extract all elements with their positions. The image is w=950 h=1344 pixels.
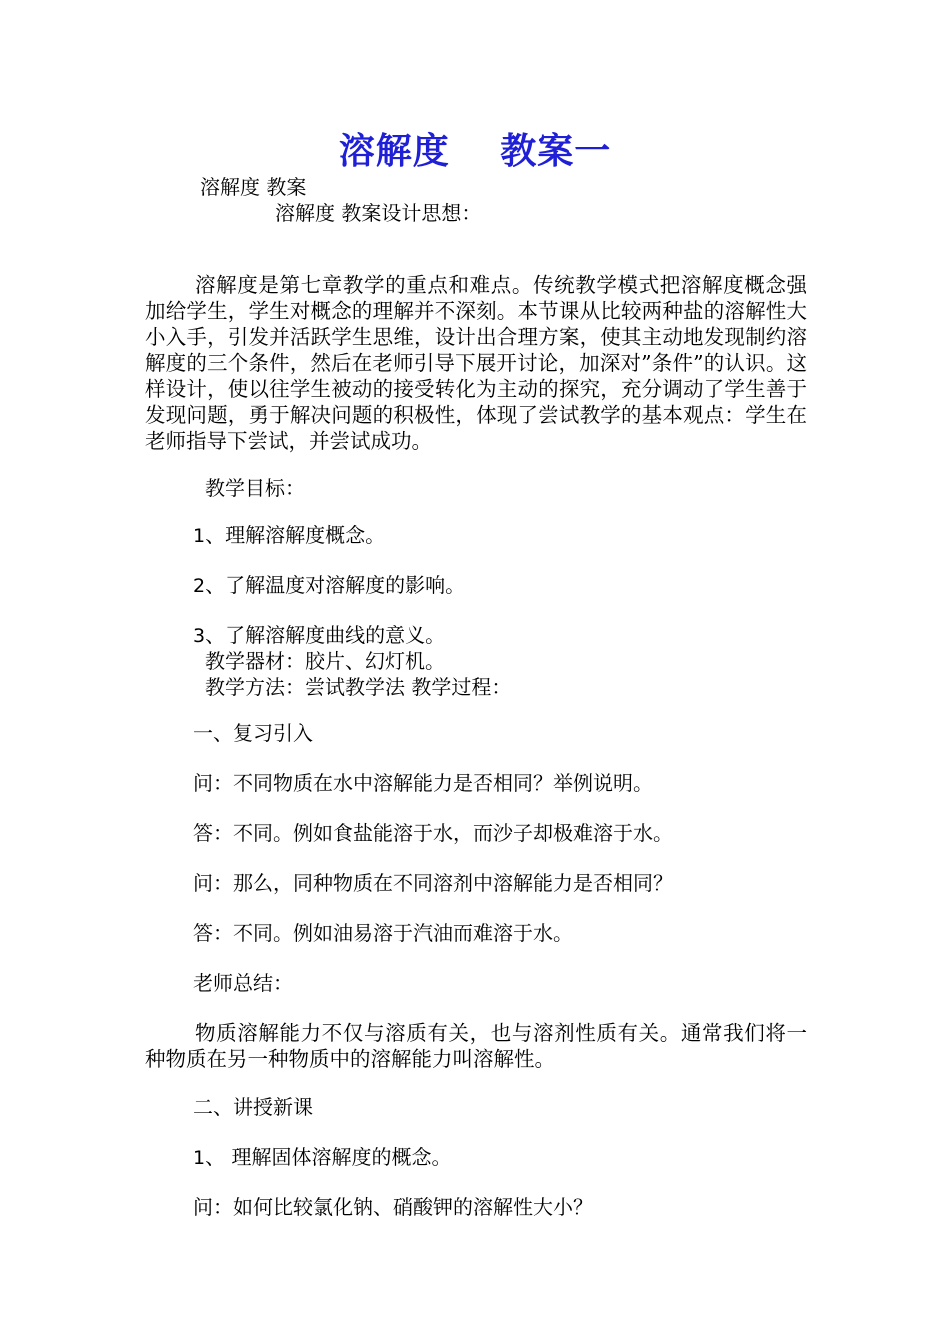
goal-text: 、了解温度对溶解度的影响。 bbox=[205, 573, 466, 597]
subtitle-design-idea: 溶解度 教案设计思想： bbox=[275, 201, 482, 225]
item-text: 、 理解固体溶解度的概念。 bbox=[205, 1145, 452, 1169]
goal-number: 3 bbox=[193, 625, 206, 647]
teacher-summary-heading: 老师总结： bbox=[193, 971, 293, 995]
item-number: 1 bbox=[193, 1147, 206, 1169]
goal-number: 2 bbox=[193, 575, 206, 597]
teaching-equipment: 教学器材：胶片、幻灯机。 bbox=[205, 649, 445, 673]
goals-heading: 教学目标： bbox=[205, 476, 305, 500]
intro-paragraph: 溶解度是第七章教学的重点和难点。传统教学模式把溶解度概念强加给学生，学生对概念的理解并不深刻。本节课从比较两种盐的溶解性大小入手，引发并活跃学生思维，设计出合理方案，使其主动地发现制约溶解度的三个条件，然后在老师引导下展开讨论，加深对”条件”的认识。这样设计，使以往学生被动的接受转化为主动的探究，充分调动了学生善于发现问题，勇于解决问题的积极性，体现了尝试教学的基本观点：学生在老师指导下尝试，并尝试成功。 bbox=[145, 273, 807, 453]
teaching-method: 教学方法：尝试教学法 教学过程： bbox=[205, 675, 512, 699]
qa-answer-1: 答：不同。例如食盐能溶于水，而沙子却极难溶于水。 bbox=[193, 821, 673, 845]
lesson-item-1 bbox=[193, 1144, 451, 1171]
qa-answer-2: 答：不同。例如油易溶于汽油而难溶于水。 bbox=[193, 921, 573, 945]
section-heading-new-lesson: 二、讲授新课 bbox=[193, 1095, 313, 1119]
qa-question-1: 问：不同物质在水中溶解能力是否相同？举例说明。 bbox=[193, 771, 653, 795]
document-title: 溶解度 教案一 bbox=[338, 130, 612, 172]
qa-question-2: 问：那么，同种物质在不同溶剂中溶解能力是否相同？ bbox=[193, 871, 673, 895]
section-heading-review: 一、复习引入 bbox=[193, 721, 313, 745]
summary-paragraph: 物质溶解能力不仅与溶质有关，也与溶剂性质有关。通常我们将一种物质在另一种物质中的溶解能力叫溶解性。 bbox=[145, 1021, 807, 1071]
qa-question-3: 问：如何比较氯化钠、硝酸钾的溶解性大小？ bbox=[193, 1195, 593, 1219]
goal-item-1 bbox=[193, 522, 385, 549]
goal-item-3 bbox=[193, 622, 445, 649]
goal-item-2 bbox=[193, 572, 465, 599]
goal-number: 1 bbox=[193, 525, 206, 547]
subtitle-lesson-plan: 溶解度 教案 bbox=[200, 175, 307, 199]
goal-text: 、理解溶解度概念。 bbox=[205, 523, 386, 547]
goal-text: 、了解溶解度曲线的意义。 bbox=[205, 623, 446, 647]
